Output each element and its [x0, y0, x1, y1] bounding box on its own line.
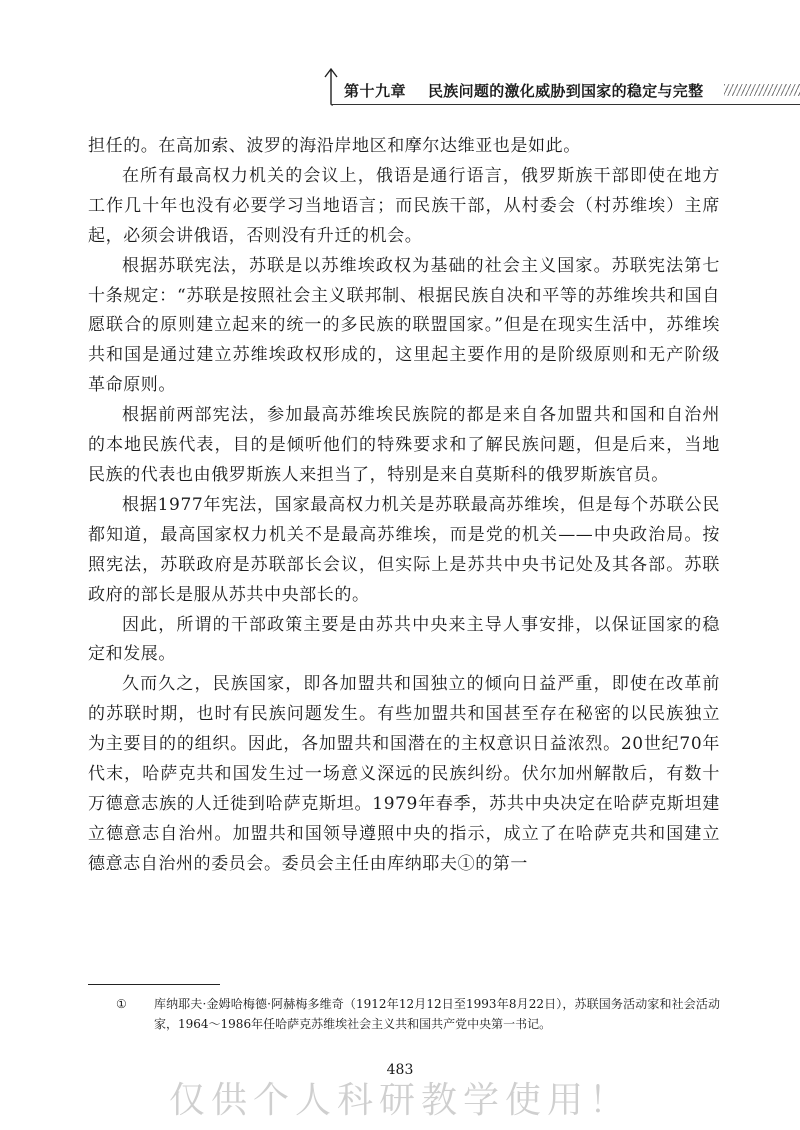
- paragraph: 在所有最高权力机关的会议上，俄语是通行语言，俄罗斯族干部即使在地方工作几十年也没有必要学习当地语言；而民族干部，从村委会（村苏维埃）主席起，必须会讲俄语，否则没有升迁的机会。: [88, 165, 720, 246]
- footnote-text: 库纳耶夫·金姆哈梅德·阿赫梅多维奇（1912年12月12日至1993年8月22日），苏联国务活动家和社会活动家，1964～1986年任哈萨克苏维埃社会主义共和国共产党中央第一书记。: [154, 997, 720, 1031]
- chapter-title: 民族问题的激化威胁到国家的稳定与完整: [428, 82, 704, 100]
- running-header: [322, 66, 800, 106]
- watermark: 仅供个人科研教学使用！: [168, 1080, 631, 1121]
- chapter-number: 第十九章: [344, 82, 407, 100]
- paragraph: 久而久之，民族国家，即各加盟共和国独立的倾向日益严重，即使在改革前的苏联时期，也时有民族问题发生。有些加盟共和国甚至存在秘密的以民族独立为主要目的的组织。因此，各加盟共和国潜在的主权意识日益浓烈。20世纪70年代末，哈萨克共和国发生过一场意义深远的民族纠纷。伏尔加州解散后，有数十万德意志族的人迁徙到哈萨克斯坦。1979年春季，苏共中央决定在哈萨克斯坦建立德意志自治州。加盟共和国领导遵照中央的指示，成立了在哈萨克共和国建立德意志自治州的委员会。委员会主任由库纳耶夫①的第一: [88, 674, 720, 874]
- paragraph: 担任的。在高加索、波罗的海沿岸地区和摩尔达维亚也是如此。: [88, 136, 581, 156]
- footnote-separator: [88, 984, 220, 985]
- footnote: [88, 994, 720, 1034]
- body-text: [88, 132, 720, 880]
- header-rule: [332, 104, 800, 105]
- paragraph: 根据苏联宪法，苏联是以苏维埃政权为基础的社会主义国家。苏联宪法第七十条规定：“苏联是按照社会主义联邦制、根据民族自决和平等的苏维埃共和国自愿联合的原则建立起来的统一的多民族的联盟国家。”但是在现实生活中，苏维埃共和国是通过建立苏维埃政权形成的，这里起主要作用的是阶级原则和无产阶级革命原则。: [88, 255, 720, 396]
- paragraph: 根据前两部宪法，参加最高苏维埃民族院的都是来自各加盟共和国和自治州的本地民族代表，目的是倾听他们的特殊要求和了解民族问题，但是后来，当地民族的代表也由俄罗斯族人来担当了，特别是来自莫斯科的俄罗斯族官员。: [88, 405, 720, 485]
- paragraph: 根据1977年宪法，国家最高权力机关是苏联最高苏维埃，但是每个苏联公民都知道，最高国家权力机关不是最高苏维埃，而是党的机关——中央政治局。按照宪法，苏联政府是苏联部长会议，但实际上是苏共中央书记处及其各部。苏联政府的部长是服从苏共中央部长的。: [88, 494, 720, 605]
- page-number: 483: [386, 1062, 414, 1078]
- paragraph: 因此，所谓的干部政策主要是由苏共中央来主导人事安排，以保证国家的稳定和发展。: [88, 614, 720, 665]
- header-hatch-decoration: [724, 84, 800, 96]
- up-arrow-icon: [322, 66, 340, 106]
- footnote-mark: ①: [116, 997, 127, 1011]
